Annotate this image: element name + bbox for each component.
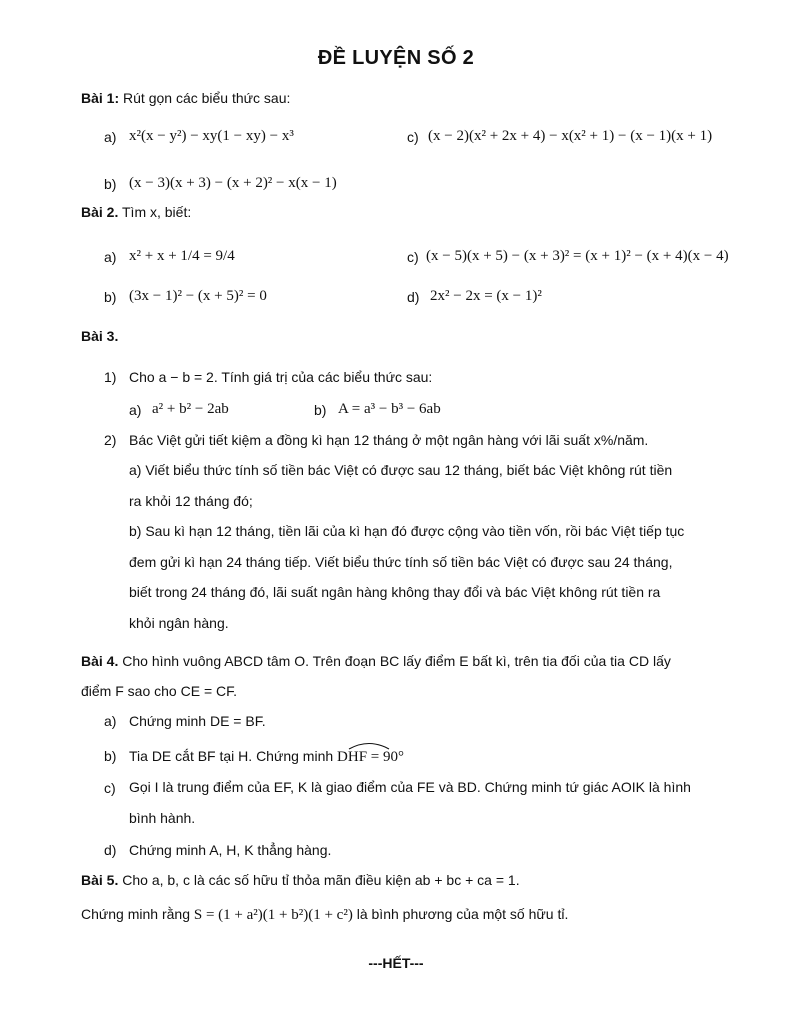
bai3-q2b-line: khỏi ngân hàng. bbox=[129, 614, 229, 631]
bai4-d-label: d) bbox=[104, 842, 117, 858]
end-marker: ---HẾT--- bbox=[368, 955, 424, 971]
bai3-q2-text: Bác Việt gửi tiết kiệm a đồng kì hạn 12 tháng ở một ngân hàng với lãi suất x%/năm. bbox=[129, 432, 649, 448]
bai3-q2b-paragraph bbox=[129, 516, 734, 638]
bai4-d-text: Chứng minh A, H, K thẳng hàng. bbox=[129, 842, 332, 858]
bai3-heading: Bài 3. bbox=[81, 328, 119, 344]
bai1-a-label: a) bbox=[104, 129, 117, 145]
bai4-intro-line2: điểm F sao cho CE = CF. bbox=[81, 683, 238, 699]
bai3-q1a-expr: a² + b² − 2ab bbox=[152, 401, 229, 417]
bai4-c-paragraph bbox=[129, 772, 734, 833]
bai3-q1b-label: b) bbox=[314, 402, 327, 418]
bai3-q2b-line: đem gửi kì hạn 24 tháng tiếp. Viết biểu thức tính số tiền bác Việt có được sau 24 tháng, bbox=[129, 553, 673, 570]
bai5-text: Cho a, b, c là các số hữu tỉ thỏa mãn điều kiện ab + bc + ca = 1. bbox=[122, 872, 520, 888]
bai3-q2a-line: ra khỏi 12 tháng đó; bbox=[129, 492, 253, 509]
bai4-c-line: bình hành. bbox=[129, 809, 196, 826]
bai1-text: Rút gọn các biểu thức sau: bbox=[123, 90, 291, 106]
angle-arc-icon bbox=[346, 740, 392, 750]
bai2-b-label: b) bbox=[104, 289, 117, 305]
bai3-q1-text: Cho a − b = 2. Tính giá trị của các biểu thức sau: bbox=[129, 369, 433, 385]
bai1-b-label: b) bbox=[104, 176, 117, 192]
bai2-a-label: a) bbox=[104, 249, 117, 265]
bai4-intro-line1 bbox=[81, 652, 671, 670]
bai4-c-line: Gọi I là trung điểm của EF, K là giao điểm của FE và BD. Chứng minh tứ giác AOIK là hình bbox=[129, 779, 691, 795]
bai4-b-value: = 90° bbox=[367, 749, 405, 765]
bai2-heading-line bbox=[81, 203, 191, 221]
bai4-a-text: Chứng minh DE = BF. bbox=[129, 713, 266, 729]
bai2-d-expr: 2x² − 2x = (x − 1)² bbox=[430, 288, 542, 304]
bai4-b-text: Tia DE cắt BF tại H. Chứng minh bbox=[129, 748, 338, 764]
bai3-q1-num: 1) bbox=[104, 369, 117, 385]
bai3-q2a-paragraph bbox=[129, 455, 734, 516]
bai4-b-label: b) bbox=[104, 748, 117, 764]
bai5-expr: S = (1 + a²)(1 + b²)(1 + c²) bbox=[193, 907, 353, 923]
bai2-d-label: d) bbox=[407, 289, 420, 305]
bai4-b-angle: DHF bbox=[337, 749, 368, 765]
bai4-a-label: a) bbox=[104, 713, 117, 729]
bai1-c-expr: (x − 2)(x² + 2x + 4) − x(x² + 1) − (x − 1)(x + 1) bbox=[428, 128, 713, 144]
bai2-c-expr: (x − 5)(x + 5) − (x + 3)² = (x + 1)² − (x + 4)(x − 4) bbox=[426, 248, 729, 264]
page-title: ĐỀ LUYỆN SỐ 2 bbox=[317, 47, 475, 69]
bai3-q2a-line: a) Viết biểu thức tính số tiền bác Việt có được sau 12 tháng, biết bác Việt không rút tiền bbox=[129, 462, 673, 478]
bai5-prefix: Chứng minh rằng bbox=[81, 906, 194, 922]
bai1-a-expr: x²(x − y²) − xy(1 − xy) − x³ bbox=[129, 128, 294, 144]
bai3-q1a-label: a) bbox=[129, 402, 142, 418]
bai3-q2-num: 2) bbox=[104, 432, 117, 448]
bai1-b-expr: (x − 3)(x + 3) − (x + 2)² − x(x − 1) bbox=[129, 175, 337, 191]
bai2-heading: Bài 2. bbox=[81, 204, 119, 220]
bai2-b-expr: (3x − 1)² − (x + 5)² = 0 bbox=[129, 288, 267, 304]
bai5-line1 bbox=[81, 871, 520, 889]
bai3-q1b-expr: A = a³ − b³ − 6ab bbox=[338, 401, 441, 417]
bai4-c-label: c) bbox=[104, 780, 116, 796]
bai4-intro-text: Cho hình vuông ABCD tâm O. Trên đoạn BC lấy điểm E bất kì, trên tia đối của tia CD lấy bbox=[122, 653, 671, 669]
bai3-q2b-line: biết trong 24 tháng đó, lãi suất ngân hàng không thay đổi và bác Việt không rút tiền ra bbox=[129, 584, 661, 600]
bai5-heading: Bài 5. bbox=[81, 872, 119, 888]
bai5-line2 bbox=[81, 905, 568, 924]
bai4-heading: Bài 4. bbox=[81, 653, 119, 669]
bai2-c-label: c) bbox=[407, 249, 419, 265]
bai5-suffix: là bình phương của một số hữu tỉ. bbox=[352, 906, 569, 922]
bai1-c-label: c) bbox=[407, 129, 419, 145]
bai3-q2b-line: b) Sau kì hạn 12 tháng, tiền lãi của kì hạn đó được cộng vào tiền vốn, rồi bác Việt tiếp tục bbox=[129, 523, 685, 539]
bai2-text: Tìm x, biết: bbox=[122, 204, 192, 220]
bai1-heading-line bbox=[81, 89, 290, 107]
bai1-heading: Bài 1: bbox=[81, 90, 120, 106]
bai2-a-expr: x² + x + 1/4 = 9/4 bbox=[129, 248, 235, 264]
